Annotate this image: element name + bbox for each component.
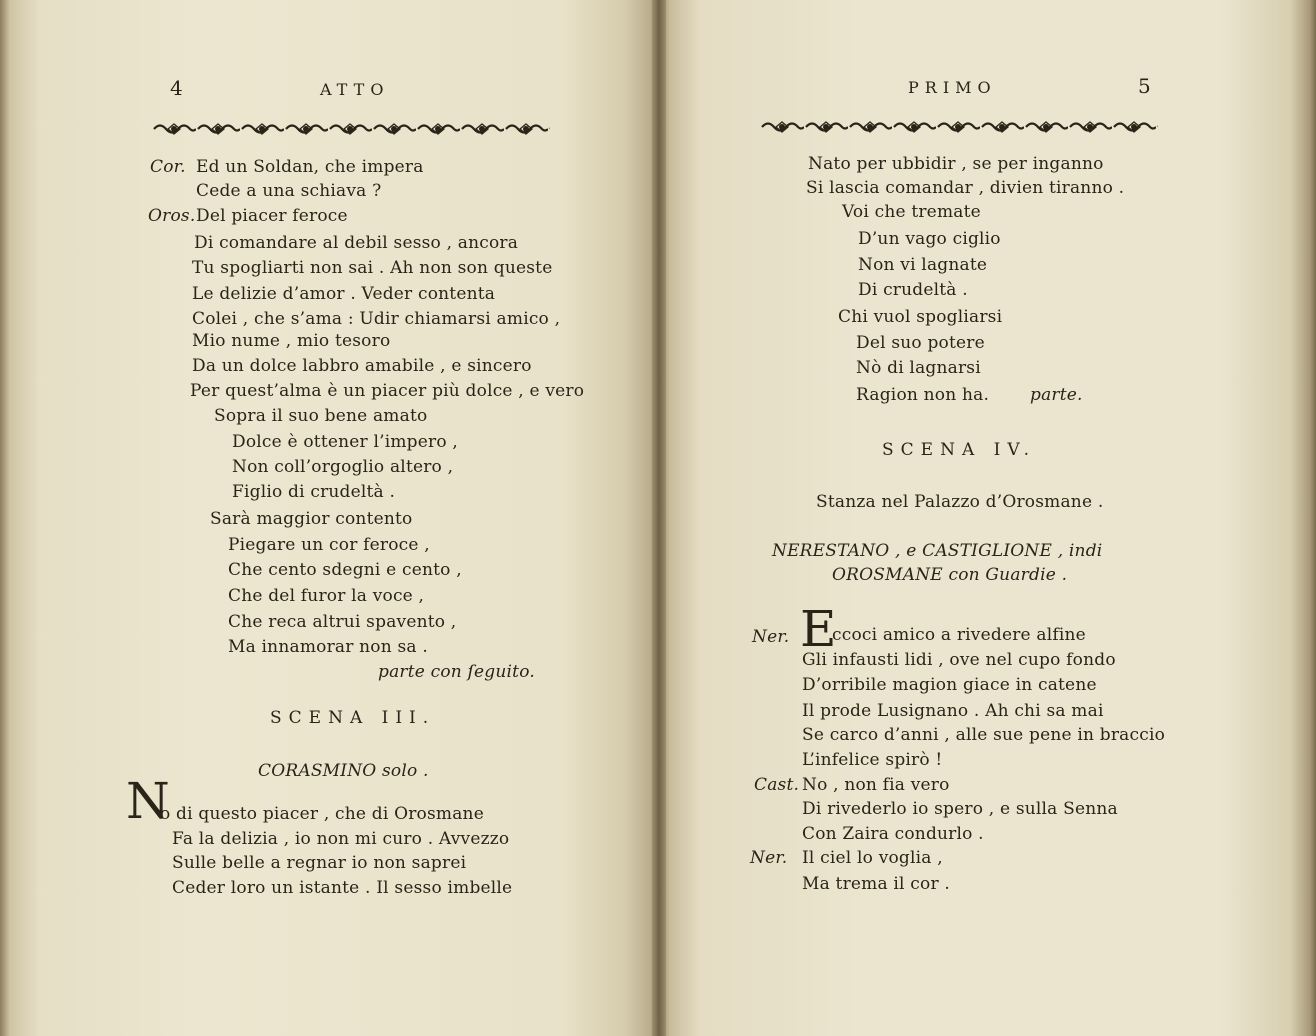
verse-line: Sarà maggior contento xyxy=(210,509,413,529)
verse-line: Sulle belle a regnar io non saprei xyxy=(172,853,467,873)
verse-line: Chi vuol spogliarsi xyxy=(838,307,1003,327)
verse-line: Da un dolce labbro amabile , e sincero xyxy=(192,356,532,376)
drop-cap: N xyxy=(126,772,170,830)
drop-cap: E xyxy=(800,600,837,658)
verse-line: Di rivederlo io spero , e sulla Senna xyxy=(802,799,1118,819)
ornament-rule-right xyxy=(760,118,1158,136)
speaker-label: Cor. xyxy=(150,157,186,177)
verse-line: Si lascia comandar , divien tiranno . xyxy=(806,178,1125,198)
stage-direction: parte. xyxy=(1030,385,1083,405)
verse-line: Gli infausti lidi , ove nel cupo fondo xyxy=(802,650,1116,670)
verse-line: Fa la delizia , io non mi curo . Avvezzo xyxy=(172,829,510,849)
character-list: NERESTANO , e CASTIGLIONE , indi xyxy=(772,541,1103,561)
page-number-right: 5 xyxy=(1138,74,1151,98)
verse-line: o di questo piacer , che di Orosmane xyxy=(160,804,484,824)
verse-line: Di crudeltà . xyxy=(858,280,968,300)
verse-line: Che cento sdegni e cento , xyxy=(228,560,462,580)
verse-line: Che del furor la voce , xyxy=(228,586,425,606)
book-gutter xyxy=(652,0,666,1036)
verse-line: Che reca altrui spavento , xyxy=(228,612,457,632)
verse-line: No , non fia vero xyxy=(802,775,950,795)
verse-line: Sopra il suo bene amato xyxy=(214,406,428,426)
ornament-rule-left xyxy=(152,120,550,138)
page-number-left: 4 xyxy=(170,76,183,100)
verse-line: Se carco d’anni , alle sue pene in braccio xyxy=(802,725,1166,745)
verse-line: Del suo potere xyxy=(856,333,985,353)
verse-line: Piegare un cor feroce , xyxy=(228,535,430,555)
verse-line: Nato per ubbidir , se per inganno xyxy=(808,154,1104,174)
verse-line: Tu spogliarti non sai . Ah non son queste xyxy=(192,258,553,278)
speaker-label: Ner. xyxy=(752,627,790,647)
running-header-left: ATTO xyxy=(320,80,390,99)
verse-line: Figlio di crudeltà . xyxy=(232,482,396,502)
verse-line: Nò di lagnarsi xyxy=(856,358,981,378)
character-heading: CORASMINO solo . xyxy=(258,761,429,781)
verse-line: ccoci amico a rivedere alfine xyxy=(832,625,1086,645)
verse-line: Il prode Lusignano . Ah chi sa mai xyxy=(802,701,1104,721)
verse-line: Per quest’alma è un piacer più dolce , e vero xyxy=(190,381,585,401)
verse-line: L’infelice spirò ! xyxy=(802,750,943,770)
verse-line: Voi che tremate xyxy=(842,202,981,222)
verse-line: Ma innamorar non sa . xyxy=(228,637,428,657)
verse-line: Colei , che s’ama : Udir chiamarsi amico , xyxy=(192,309,561,329)
verse-line: Dolce è ottener l’impero , xyxy=(232,432,458,452)
stage-direction: parte con ſeguito. xyxy=(378,662,535,682)
verse-line: Le delizie d’amor . Veder contenta xyxy=(192,284,496,304)
verse-line: Non vi lagnate xyxy=(858,255,988,275)
speaker-label: Cast. xyxy=(754,775,800,795)
verse-line: Non coll’orgoglio altero , xyxy=(232,457,454,477)
scene-title: SCENA IV. xyxy=(882,440,1037,460)
scene-title: SCENA III. xyxy=(270,708,436,728)
verse-line: Ed un Soldan, che impera xyxy=(196,157,424,177)
verse-line: Di comandare al debil sesso , ancora xyxy=(194,233,519,253)
verse-line: Il ciel lo voglia , xyxy=(802,848,943,868)
verse-line: Ceder loro un istante . Il sesso imbelle xyxy=(172,878,513,898)
character-list: OROSMANE con Guardie . xyxy=(832,565,1068,585)
verse-line: Con Zaira condurlo . xyxy=(802,824,984,844)
verse-line: D’orribile magion giace in catene xyxy=(802,675,1097,695)
verse-line: Ragion non ha. xyxy=(856,385,990,405)
verse-line: Del piacer feroce xyxy=(196,206,348,226)
right-page xyxy=(660,0,1316,1036)
speaker-label: Oros. xyxy=(148,206,196,226)
verse-line: Cede a una schiava ? xyxy=(196,181,382,201)
verse-line: Ma trema il cor . xyxy=(802,874,950,894)
speaker-label: Ner. xyxy=(750,848,788,868)
scene-setting: Stanza nel Palazzo d’Orosmane . xyxy=(816,492,1104,512)
verse-line: Mio nume , mio tesoro xyxy=(192,331,391,351)
verse-line: D’un vago ciglio xyxy=(858,229,1001,249)
running-header-right: PRIMO xyxy=(908,78,997,97)
